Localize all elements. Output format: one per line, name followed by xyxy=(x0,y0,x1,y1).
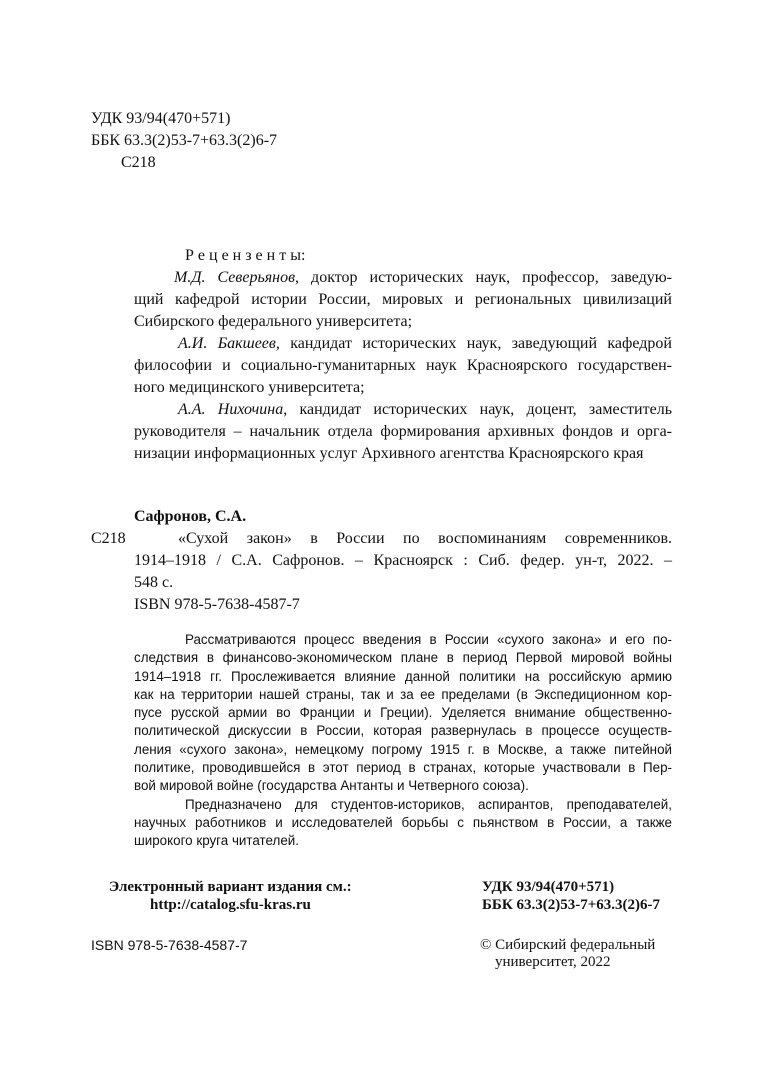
abstract-line: политической дискуссии в России, которая развернулась в процессе осуществ- xyxy=(134,723,672,739)
abstract-line: 1914–1918 гг. Прослеживается влияние данной политики на российскую армию xyxy=(134,668,672,684)
udk-code: УДК 93/94(470+571) xyxy=(91,110,231,127)
abstract-line: как на территории нашей страны, так и за ее пределами (в Экспедиционном кор- xyxy=(134,686,672,702)
reviewer-2-text: , кандидат исторических наук, заведующий кафедрой xyxy=(275,335,672,352)
abstract-line: ления «сухого закона», немецкому погрому 1915 г. в Москве, а также питейной xyxy=(134,741,672,757)
abstract-line: пусе русской армии во Франции и Греции). Уделяется внимание общественно- xyxy=(134,705,672,721)
reviewer-2-name: А.И. Бакшеев xyxy=(178,335,276,352)
reviewer-1-name: М.Д. Северьянов xyxy=(174,269,296,286)
reviewer-1-line-2: щий кафедрой истории России, мировых и региональных цивилизаций xyxy=(134,291,672,308)
book-code: С218 xyxy=(91,530,126,547)
bbk-code: ББК 63.3(2)53-7+63.3(2)6-7 xyxy=(91,132,278,149)
reviewer-2-line-3: ного медицинского университета; xyxy=(134,379,365,396)
reviewer-1-text: , доктор исторических наук, профессор, заведую- xyxy=(295,269,672,286)
reviewers-heading: Р е ц е н з е н т ы: xyxy=(185,247,306,264)
abstract-line: Предназначено для студентов-историков, аспирантов, преподавателей, xyxy=(185,796,672,812)
book-author: Сафронов, С.А. xyxy=(134,508,247,525)
footer-udk: УДК 93/94(470+571) xyxy=(482,879,615,895)
book-title-line-2: 1914–1918 / С.А. Сафронов. – Красноярск : Сиб. федер. ун-т, 2022. – xyxy=(134,552,672,569)
reviewer-2-line-1 xyxy=(134,333,672,355)
author-sign: С218 xyxy=(121,154,156,171)
abstract-line: Рассматриваются процесс введения в России «сухого закона» и его по- xyxy=(185,632,672,647)
reviewer-2-line-2: философии и социально-гуманитарных наук Красноярского государствен- xyxy=(134,357,672,374)
abstract-line: следствия в финансово-экономическом плане в период Первой мировой войны xyxy=(134,650,672,666)
copyright-line-1: © Сибирский федеральный xyxy=(480,937,656,953)
reviewer-3-line-1 xyxy=(134,399,672,421)
copyright-line-2: университет, 2022 xyxy=(495,954,611,970)
abstract-line: вой мировой войне (государства Антанты и Четверного союза). xyxy=(134,778,529,794)
reviewer-1-line-1 xyxy=(134,267,672,289)
reviewer-3-name: А.А. Нихочина xyxy=(178,401,284,418)
book-pages: 548 с. xyxy=(134,574,174,591)
electronic-version-label: Электронный вариант издания см.: xyxy=(109,879,352,895)
abstract-paragraph-2 xyxy=(134,796,672,851)
abstract-paragraph-1 xyxy=(134,631,672,796)
abstract-line: политике, проводившейся в этот период в странах, которые участвовали в Пер- xyxy=(134,760,672,776)
abstract xyxy=(134,631,672,851)
catalog-url[interactable]: http://catalog.sfu-kras.ru xyxy=(150,897,311,913)
reviewer-3-line-2: руководителя – начальник отдела формирования архивных фондов и орга- xyxy=(134,423,672,440)
book-title-line-1: «Сухой закон» в России по воспоминаниям современников. xyxy=(178,530,672,547)
reviewer-1-line-3: Сибирского федерального университета; xyxy=(134,313,413,330)
book-isbn: ISBN 978-5-7638-4587-7 xyxy=(134,596,300,613)
reviewer-3-line-3: низации информационных услуг Архивного агентства Красноярского края xyxy=(134,445,644,462)
footer-bbk: ББК 63.3(2)53-7+63.3(2)6-7 xyxy=(482,897,660,913)
abstract-line: научных работников и исследователей борьбы с пьянством в России, а также xyxy=(134,814,672,830)
abstract-line: широкого круга читателей. xyxy=(134,833,299,849)
reviewer-3-text: , кандидат исторических наук, доцент, заместитель xyxy=(283,401,672,418)
footer-isbn: ISBN 978-5-7638-4587-7 xyxy=(91,937,248,953)
